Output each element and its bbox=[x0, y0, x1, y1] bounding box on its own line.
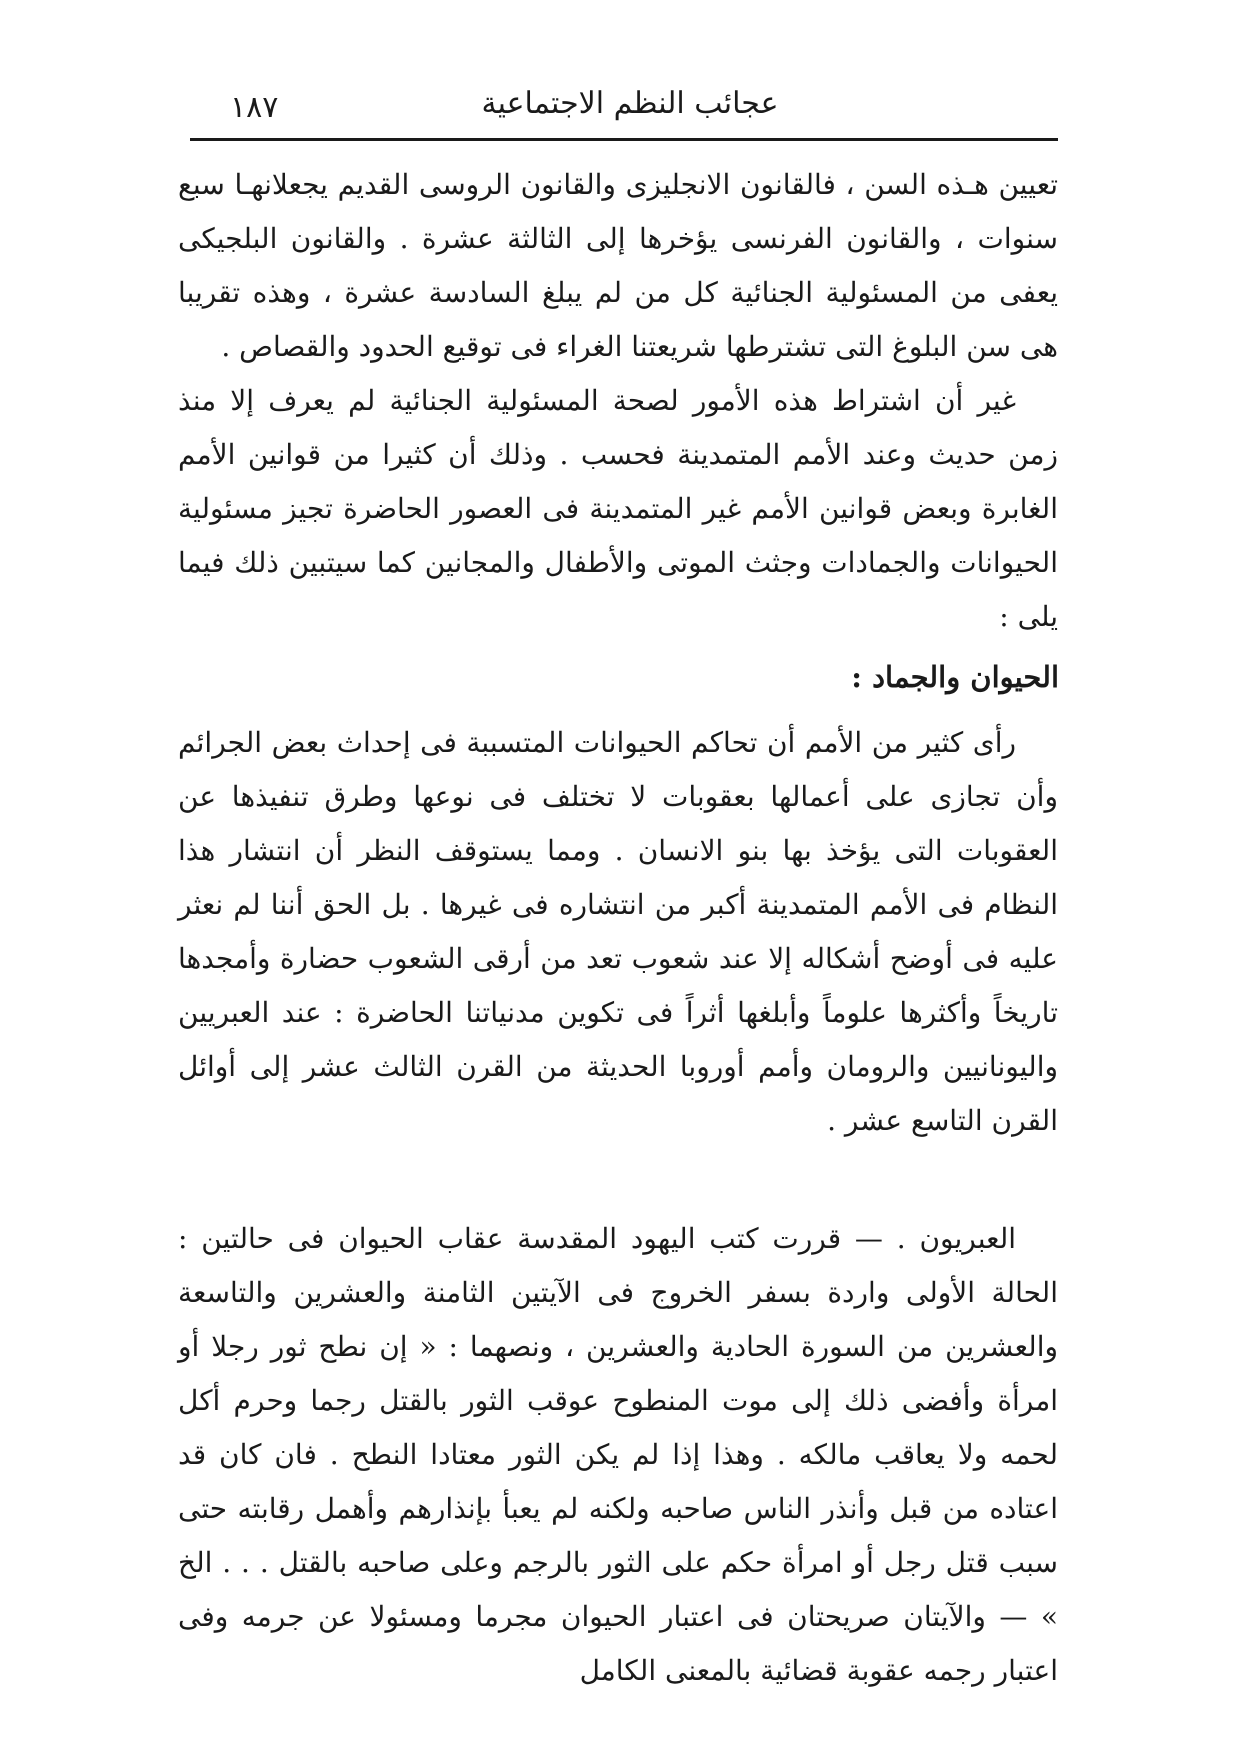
page-number: ١٨٧ bbox=[230, 90, 279, 125]
paragraph-3: رأى كثير من الأمم أن تحاكم الحيوانات المتسببة فى إحداث بعض الجرائم وأن تجازى على أعمالها بعقوبات لا تختلف فى نوعها وطرق تنفيذها عن العقوبات التى يؤخذ بها بنو الانسان . ومما يستوقف النظر أن انتشار هذا النظام فى الأمم المتمدينة أكبر من انتشاره فى غيرها . بل الحق أننا لم نعثر عليه فى أوضح أشكاله إلا عند شعوب تعد من أرقى الشعوب حضارة وأمجدها تاريخاً وأكثرها علوماً وأبلغها أثراً فى تكوين مدنياتنا الحاضرة : عند العبريين واليونانيين والرومان وأمم أوروبا الحديثة من القرن الثالث عشر إلى أوائل القرن التاسع عشر . bbox=[178, 726, 1058, 1137]
paragraph-1-block bbox=[178, 158, 1058, 374]
section-heading: الحيوان والجماد : bbox=[851, 660, 1059, 694]
header-rule bbox=[190, 138, 1058, 141]
paragraph-2-block bbox=[178, 374, 1058, 644]
paragraph-2: غير أن اشتراط هذه الأمور لصحة المسئولية الجنائية لم يعرف إلا منذ زمن حديث وعند الأمم المتمدينة فحسب . وذلك أن كثيرا من قوانين الأمم الغابرة وبعض قوانين الأمم غير المتمدينة فى العصور الحاضرة تجيز مسئولية الحيوانات والجمادات وجثث الموتى والأطفال والمجانين كما سيتبين ذلك فيما يلى : bbox=[178, 384, 1058, 633]
page-header bbox=[190, 70, 1050, 130]
paragraph-4: العبريون . — قررت كتب اليهود المقدسة عقاب الحيوان فى حالتين : الحالة الأولى واردة بسفر الخروج فى الآيتين الثامنة والعشرين والتاسعة والعشرين من السورة الحادية والعشرين ، ونصهما : « إن نطح ثور رجلا أو امرأة وأفضى ذلك إلى موت المنطوح عوقب الثور بالقتل رجما وحرم أكل لحمه ولا يعاقب مالكه . وهذا إذا لم يكن الثور معتادا النطح . فان كان قد اعتاده من قبل وأنذر الناس صاحبه ولكنه لم يعبأ بإنذارهم وأهمل رقابته حتى سبب قتل رجل أو امرأة حكم على الثور بالرجم وعلى صاحبه بالقتل . . . الخ » — والآيتان صريحتان فى اعتبار الحيوان مجرما ومسئولا عن جرمه وفى اعتبار رجمه عقوبة قضائية بالمعنى الكامل bbox=[178, 1222, 1058, 1687]
running-title: عجائب النظم الاجتماعية bbox=[481, 86, 779, 121]
paragraph-4-block bbox=[178, 1212, 1058, 1698]
paragraph-3-block bbox=[178, 716, 1058, 1148]
paragraph-1: تعيين هـذه السن ، فالقانون الانجليزى والقانون الروسى القديم يجعلانهـا سبع سنوات ، والقانون الفرنسى يؤخرها إلى الثالثة عشرة . والقانون البلجيكى يعفى من المسئولية الجنائية كل من لم يبلغ السادسة عشرة ، وهذه تقريبا هى سن البلوغ التى تشترطها شريعتنا الغراء فى توقيع الحدود والقصاص . bbox=[178, 168, 1058, 363]
